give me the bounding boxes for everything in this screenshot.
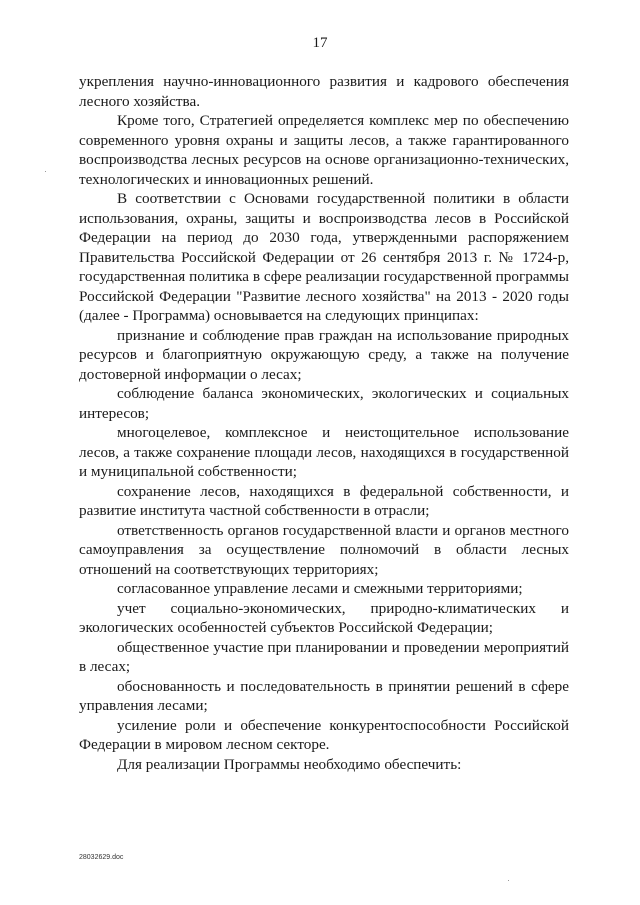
principle-item: ответственность органов государственной власти и органов местного самоуправления за осуществление полномочий в области лесных отношений на соответствующих территориях; [79, 521, 569, 578]
page-number: 17 [312, 35, 328, 51]
paragraph-strategy-measures: Кроме того, Стратегией определяется комплекс мер по обеспечению современного уровня охраны и защиты лесов, а также гарантированного воспроизводства лесных ресурсов на основе организационно-технических, технологических и инновационных решений. [79, 112, 569, 188]
scan-speck [508, 880, 509, 881]
principle-item: признание и соблюдение прав граждан на использование природных ресурсов и благоприятную окружающую среду, а также на получение достоверной информации о лесах; [79, 326, 569, 383]
principle-item: соблюдение баланса экономических, экологических и социальных интересов; [79, 385, 569, 422]
document-body [79, 72, 569, 774]
principle-item: сохранение лесов, находящихся в федеральной собственности, и развитие института частной собственности в отрасли; [79, 482, 569, 519]
principle-item: обоснованность и последовательность в принятии решений в сфере управления лесами; [79, 677, 569, 714]
principle-item: усиление роли и обеспечение конкурентоспособности Российской Федерации в мировом лесном секторе. [79, 716, 569, 753]
principle-item: многоцелевое, комплексное и неистощительное использование лесов, а также сохранение площади лесов, находящихся в государственной и муниципальной собственности; [79, 424, 569, 480]
footer-document-code: 28032629.doc [79, 854, 124, 861]
paragraph-principles-intro: В соответствии с Основами государственной политики в области использования, охраны, защиты и воспроизводства лесов в Российской Федерации на период до 2030 года, утвержденными распоряжением Правительства Российской Федерации от 26 сентября 2013 г. № 1724-р, государственная политика в сфере реализации государственной программы Российской Федерации "Развитие лесного хозяйства" на 2013 - 2020 годы (далее - Программа) основывается на следующих принципах: [79, 190, 569, 324]
scan-speck [45, 171, 46, 172]
principle-item: учет социально-экономических, природно-климатических и экологических особенностей субъектов Российской Федерации; [79, 599, 569, 636]
principle-item: согласованное управление лесами и смежными территориями; [117, 580, 523, 597]
principle-item: общественное участие при планировании и проведении мероприятий в лесах; [79, 638, 569, 675]
paragraph-program-requirements: Для реализации Программы необходимо обеспечить: [117, 755, 462, 773]
paragraph-intro-continuation: укрепления научно-инновационного развития и кадрового обеспечения лесного хозяйства. [79, 73, 569, 110]
